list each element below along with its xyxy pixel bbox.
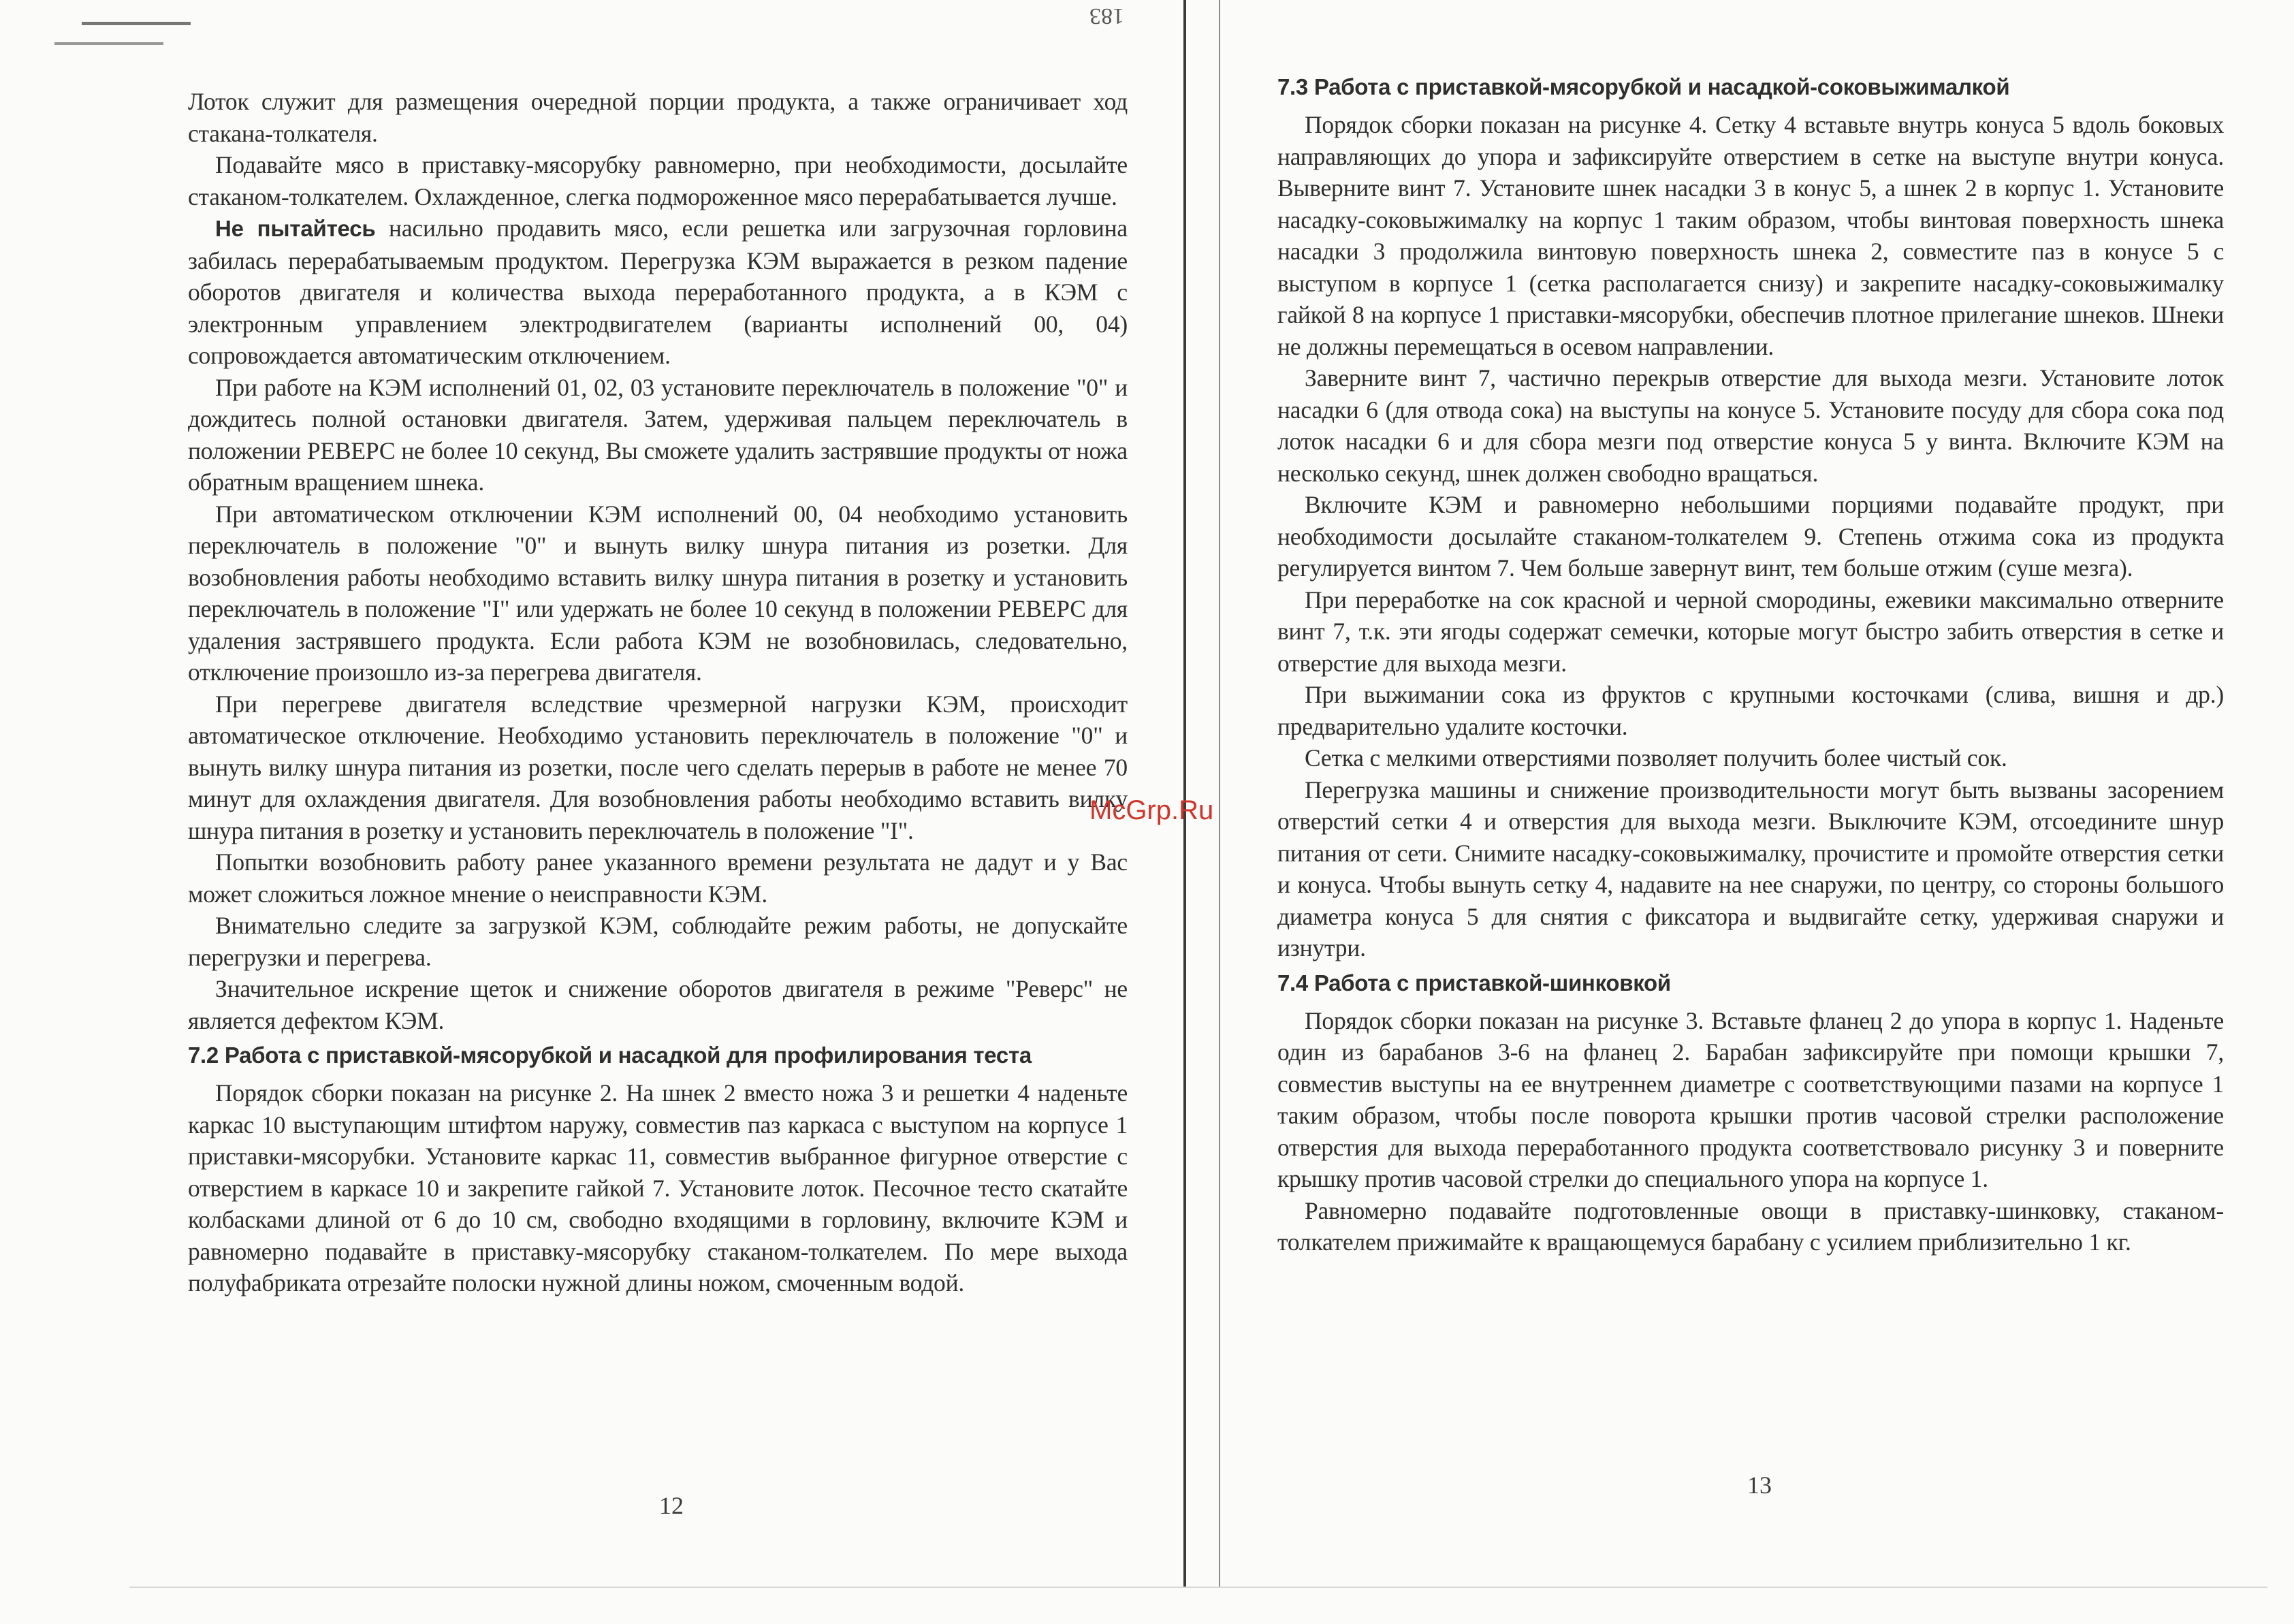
warning-lead: Не пытайтесь: [215, 216, 376, 241]
paragraph: Внимательно следите за загрузкой КЭМ, соблюдайте режим работы, не допускайте перегрузки и перегрева.: [188, 912, 1128, 971]
watermark-link[interactable]: McGrp.Ru: [1089, 795, 1214, 825]
warning-text: насильно продавить мясо, если решетка или загрузочная горловина забилась перерабатываемым продуктом. Перегрузка КЭМ выражается в резком падение оборотов двигателя и количества выхода переработанного продукта, а в КЭМ с электронным управлением электродвигателем (варианты исполнений 00, 04) сопровождается автоматическим отключением.: [188, 214, 1128, 369]
paragraph: При перегреве двигателя вследствие чрезмерной нагрузки КЭМ, происходит автоматическое отключение. Необходимо установить переключатель в положение "0" и вынуть вилку шнура питания из розетки, после чего сделать перерыв в работе не менее 70 минут для охлаждения двигателя. Для возобновления работы необходимо вставить вилку шнура питания в розетку и установить переключатель в положение "I".: [188, 690, 1128, 844]
left-text-column: [188, 86, 1128, 1299]
paragraph: При выжимании сока из фруктов с крупными косточками (слива, вишня и др.) предварительно удалите косточки.: [1277, 681, 2224, 740]
paragraph: При переработке на сок красной и черной смородины, ежевики максимально отверните винт 7, т.к. эти ягоды содержат семечки, которые могут быстро забить отверстия в сетке и отверстие для выхода мезги.: [1277, 586, 2224, 677]
paragraph: Попытки возобновить работу ранее указанного времени результата не дадут и у Вас может сложиться ложное мнение о неисправности КЭМ.: [188, 848, 1128, 908]
top-page-number: 183: [1089, 3, 1124, 29]
page-number-left: 12: [659, 1492, 684, 1519]
paragraph: Порядок сборки показан на рисунке 4. Сетку 4 вставьте внутрь конуса 5 вдоль боковых направляющих до упора и зафиксируйте отверстием в сетке на выступе внутри конуса. Выверните винт 7. Установите шнек насадки 3 в конус 5, а шнек 2 в корпус 1. Установите насадку-соковыжималку на корпус 1 таким образом, чтобы винтовая поверхность шнека насадки 3 продолжила винтовую поверхность шнека 2, совместите паз в конусе 5 с выступом в корпусе 1 (сетка располагается снизу) и закрепите насадку-соковыжималку гайкой 8 на корпусе 1 приставки-мясорубки, обеспечив плотное прилегание шнеков. Шнеки не должны перемещаться в осевом направлении.: [1277, 111, 2224, 360]
paragraph: При автоматическом отключении КЭМ исполнений 00, 04 необходимо установить переключатель в положение "0" и вынуть вилку шнура питания из розетки. Для возобновления работы необходимо вставить вилку шнура питания в розетку и установить переключатель в положение "I" или удержать не более 10 секунд в положении РЕВЕРС для удаления застрявшего продукта. Если работа КЭМ не возобновилась, следовательно, отключение произошло из-за перегрева двигателя.: [188, 500, 1128, 686]
right-text-column: [1277, 68, 2224, 1258]
paragraph: Равномерно подавайте подготовленные овощи в приставку-шинковку, стаканом-толкателем прижимайте к вращающемуся барабану с усилием приблизительно 1 кг.: [1277, 1196, 2224, 1256]
paragraph: Заверните винт 7, частично перекрыв отверстие для выхода мезги. Установите лоток насадки 6 (для отвода сока) на выступы на конусе 5. Установите посуду для сбора сока под лоток насадки 6 и для сбора мезги под отверстие конуса 5 у винта. Включите КЭМ на несколько секунд, шнек должен свободно вращаться.: [1277, 364, 2224, 487]
paragraph: Значительное искрение щеток и снижение оборотов двигателя в режиме "Реверс" не является дефектом КЭМ.: [188, 975, 1128, 1034]
paragraph: Сетка с мелкими отверстиями позволяет получить более чистый сок.: [1305, 744, 2007, 771]
page-number-right: 13: [1747, 1471, 1772, 1499]
paragraph: Включите КЭМ и равномерно небольшими порциями подавайте продукт, при необходимости досылайте стаканом-толкателем 9. Степень отжима сока из продукта регулируется винтом 7. Чем больше завернут винт, тем больше отжим (суше мезга).: [1277, 491, 2224, 582]
paragraph: Лоток служит для размещения очередной порции продукта, а также ограничивает ход стакана-толкателя.: [188, 88, 1128, 147]
warning-paragraph: [188, 212, 1128, 372]
paragraph: Подавайте мясо в приставку-мясорубку равномерно, при необходимости, досылайте стаканом-толкателем. Охлажденное, слегка подмороженное мясо перерабатывается лучше.: [188, 151, 1128, 210]
section-heading-7-4: 7.4 Работа с приставкой-шинковкой: [1277, 970, 1671, 996]
paragraph: При работе на КЭМ исполнений 01, 02, 03 установите переключатель в положение "0" и дождитесь полной остановки двигателя. Затем, удерживая пальцем переключатель в положении РЕВЕРС не более 10 секунд, Вы сможете удалить застрявшие продукты от ножа обратным вращением шнека.: [188, 373, 1128, 496]
section-heading-7-2: 7.2 Работа с приставкой-мясорубкой и насадкой для профилирования теста: [188, 1042, 1032, 1068]
section-heading-7-3: 7.3 Работа с приставкой-мясорубкой и насадкой-соковыжималкой: [1277, 74, 2010, 99]
right-page: [1219, 0, 2294, 1624]
paragraph: Порядок сборки показан на рисунке 3. Вставьте фланец 2 до упора в корпус 1. Наденьте один из барабанов 3-6 на фланец 2. Барабан зафиксируйте при помощи крышки 7, совместив выступы на ее внутреннем диаметре с соответствующими пазами на корпусе 1 таким образом, чтобы после поворота крышки против часовой стрелки расположение отверстия для выхода переработанного продукта соответствовало рисунку 3 и поверните крышку против часовой стрелки до специального упора на корпусе 1.: [1277, 1006, 2224, 1192]
paragraph: Перегрузка машины и снижение производительности могут быть вызваны засорением отверстий сетки 4 и отверстия для выхода мезги. Выключите КЭМ, отсоедините шнур питания от сети. Снимите насадку-соковыжималку, прочистите и промойте отверстия сетки и конуса. Чтобы вынуть сетку 4, надавите на нее снаружи, по центру, со стороны большого диаметра конуса 5 для снятия с фиксатора и выдвигайте сетку, удерживая снаружи и изнутри.: [1277, 776, 2224, 961]
paragraph: Порядок сборки показан на рисунке 2. На шнек 2 вместо ножа 3 и решетки 4 наденьте каркас 10 выступающим штифтом наружу, совместив паз каркаса с выступом на корпусе 1 приставки-мясорубки. Установите каркас 11, совместив выбранное фигурное отверстие с отверстием в каркасе 10 и закрепите гайкой 7. Установите лоток. Песочное тесто скатайте колбасками длиной от 6 до 10 см, свободно входящими в горловину, включите КЭМ и равномерно подавайте в приставку-мясорубку стаканом-толкателем. По мере выхода полуфабриката отрезайте полоски нужной длины ножом, смоченным водой.: [188, 1079, 1128, 1296]
